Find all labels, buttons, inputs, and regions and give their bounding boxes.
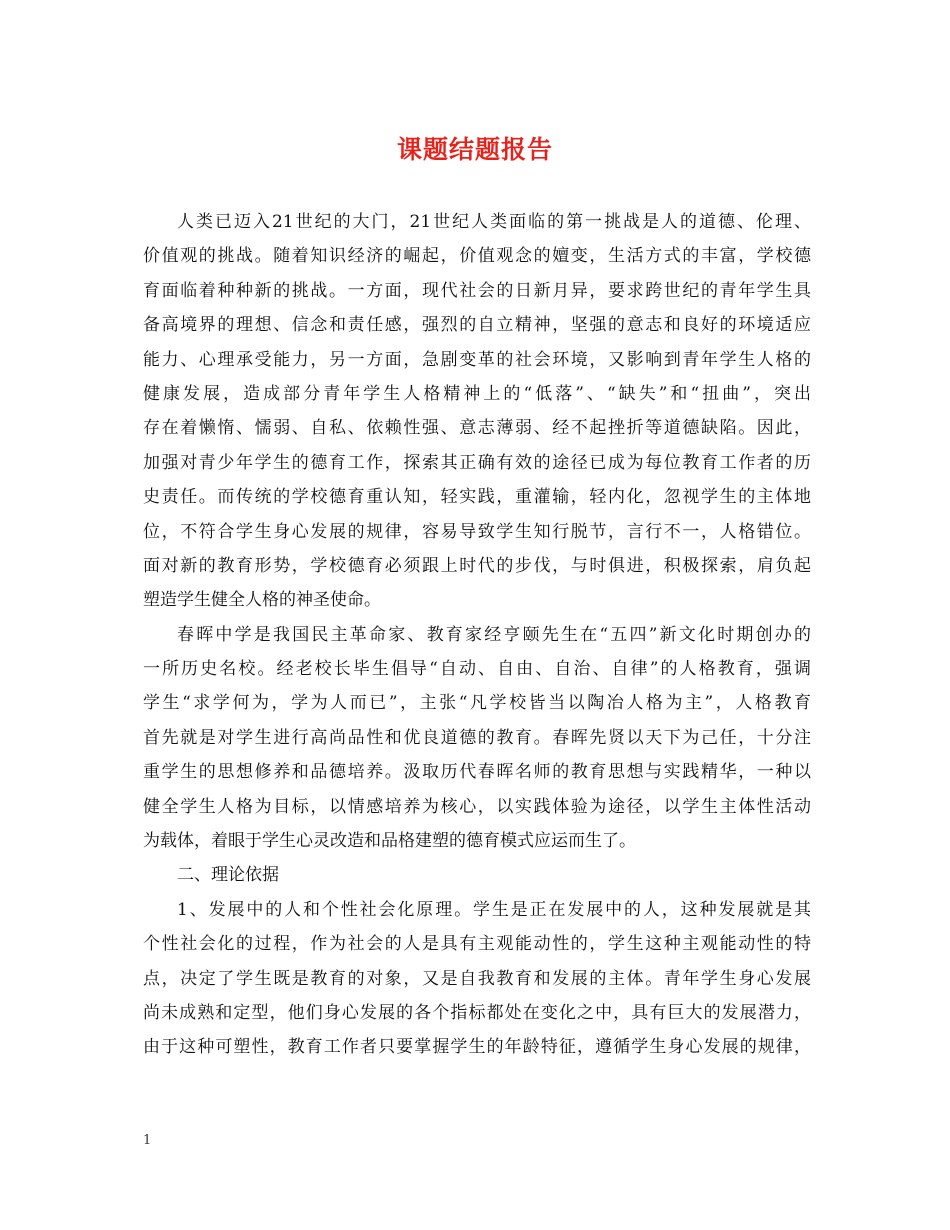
paragraph-line: 重学生的思想修养和品德培养。汲取历代春晖名师的教育思想与实践精华，一种以 bbox=[143, 762, 811, 783]
paragraph-line: 人类已迈入21世纪的大门，21世纪人类面临的第一挑战是人的道德、伦理、 bbox=[177, 212, 811, 232]
paragraph-line: 备高境界的理想、信念和责任感，强烈的自立精神，坚强的意志和良好的环境适应 bbox=[143, 315, 811, 336]
paragraph-line: 个性社会化的过程，作为社会的人是具有主观能动性的，学生这种主观能动性的特 bbox=[143, 934, 811, 955]
paragraph-line: 1、发展中的人和个性社会化原理。学生是正在发展中的人，这种发展就是其 bbox=[177, 899, 811, 920]
paragraph-line: 育面临着种种新的挑战。一方面，现代社会的日新月异，要求跨世纪的青年学生具 bbox=[143, 280, 811, 301]
paragraph-line: 健全学生人格为目标，以情感培养为核心，以实践体验为途径，以学生主体性活动 bbox=[143, 796, 811, 817]
paragraph-line: 首先就是对学生进行高尚品性和优良道德的教育。春晖先贤以天下为己任，十分注 bbox=[143, 727, 811, 748]
paragraph-line: 健康发展，造成部分青年学生人格精神上的“低落”、“缺失”和“扭曲”，突出 bbox=[143, 383, 811, 404]
paragraph-line: 位，不符合学生身心发展的规律，容易导致学生知行脱节，言行不一，人格错位。 bbox=[143, 521, 811, 542]
document-body bbox=[143, 205, 811, 1065]
paragraph-line: 能力、心理承受能力，另一方面，急剧变革的社会环境，又影响到青年学生人格的 bbox=[143, 349, 811, 370]
paragraph-line: 点，决定了学生既是教育的对象，又是自我教育和发展的主体。青年学生身心发展 bbox=[143, 968, 811, 989]
page-number: 1 bbox=[143, 1133, 152, 1148]
paragraph-line: 史责任。而传统的学校德育重认知，轻实践，重灌输，轻内化，忽视学生的主体地 bbox=[143, 487, 811, 508]
paragraph-line: 尚未成熟和定型，他们身心发展的各个指标都处在变化之中，具有巨大的发展潜力， bbox=[143, 1002, 811, 1023]
paragraph-line: 存在着懒惰、懦弱、自私、依赖性强、意志薄弱、经不起挫折等道德缺陷。因此， bbox=[143, 418, 811, 439]
paragraph-line: 价值观的挑战。随着知识经济的崛起，价值观念的嬗变，生活方式的丰富，学校德 bbox=[143, 246, 811, 267]
paragraph-line: 面对新的教育形势，学校德育必须跟上时代的步伐，与时俱进，积极探索，肩负起 bbox=[143, 555, 811, 576]
paragraph-line: 学生“求学何为，学为人而已”，主张“凡学校皆当以陶冶人格为主”，人格教育 bbox=[143, 693, 811, 714]
paragraph-line: 由于这种可塑性，教育工作者只要掌握学生的年龄特征，遵循学生身心发展的规律， bbox=[143, 1037, 811, 1058]
paragraph-line: 加强对青少年学生的德育工作，探索其正确有效的途径已成为每位教育工作者的历 bbox=[143, 452, 811, 473]
paragraph-line: 塑造学生健全人格的神圣使命。 bbox=[143, 590, 381, 611]
document-title: 课题结题报告 bbox=[396, 135, 553, 164]
section-heading: 二、理论依据 bbox=[177, 865, 279, 886]
paragraph-line: 一所历史名校。经老校长毕生倡导“自动、自由、自治、自律”的人格教育，强调 bbox=[143, 659, 811, 680]
paragraph-line: 春晖中学是我国民主革命家、教育家经亨颐先生在“五四”新文化时期创办的 bbox=[177, 624, 811, 645]
paragraph-line: 为载体，着眼于学生心灵改造和品格建塑的德育模式应运而生了。 bbox=[143, 831, 636, 852]
